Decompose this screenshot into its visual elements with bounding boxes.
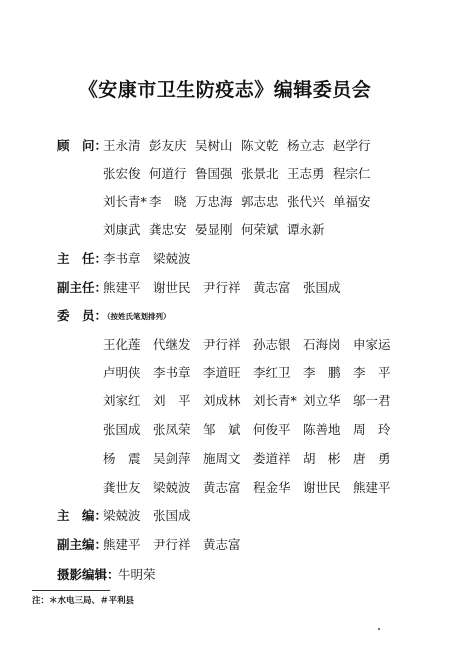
member-name: 梁兢波 <box>153 480 191 495</box>
advisor-name: 晏显刚 <box>195 222 233 237</box>
member-name: 刘成林 <box>203 393 241 408</box>
member-name: 周 玲 <box>353 422 391 437</box>
member-name: 李红卫 <box>253 365 291 380</box>
member-name: 李 平 <box>353 365 391 380</box>
member-name: 李书章 <box>153 365 191 380</box>
deputy-director-names <box>103 278 353 296</box>
members-label: 委 员： <box>57 308 108 323</box>
members-row <box>103 478 403 496</box>
member-name: 邹 斌 <box>203 422 241 437</box>
member-name: 熊建平 <box>353 480 391 495</box>
advisor-name: 刘长青* <box>103 194 147 209</box>
member-name: 刘长青* <box>253 393 297 408</box>
advisor-name: 龚忠安 <box>149 222 187 237</box>
member-name: 娄道祥 <box>253 451 291 466</box>
member-name: 申家运 <box>353 337 391 352</box>
director-names <box>103 249 203 267</box>
advisors-row <box>103 220 333 238</box>
advisor-name: 陈文乾 <box>241 138 279 153</box>
members-order-note: （按姓氏笔划排列） <box>103 312 171 321</box>
member-name: 施周文 <box>203 451 241 466</box>
member-name: 卢明侠 <box>103 365 141 380</box>
advisors-label: 顾 问： <box>57 138 108 153</box>
advisor-name: 单福安 <box>333 194 371 209</box>
deputy-editor-label: 副主编： <box>57 537 108 552</box>
member-name: 尹行祥 <box>203 337 241 352</box>
advisor-name: 鲁国强 <box>195 166 233 181</box>
member-name: 石海岗 <box>303 337 341 352</box>
deputy-director-name: 谢世民 <box>153 280 191 295</box>
advisor-name: 何道行 <box>149 166 187 181</box>
member-name: 吴剑萍 <box>153 451 191 466</box>
chief-editor-label: 主 编： <box>57 508 108 523</box>
photo-editor-label: 摄影编辑： <box>57 567 120 582</box>
deputy-editor-name: 黄志富 <box>203 537 241 552</box>
advisors-row <box>103 164 379 182</box>
advisors-row <box>103 192 379 210</box>
member-name: 杨 震 <box>103 451 141 466</box>
member-name: 刘家红 <box>103 393 141 408</box>
deputy-editor-name: 尹行祥 <box>153 537 191 552</box>
advisor-name: 李 晓 <box>149 194 187 209</box>
member-name: 程金华 <box>253 480 291 495</box>
members-row <box>103 363 403 381</box>
advisors-row <box>103 136 379 154</box>
deputy-director-name: 黄志富 <box>253 280 291 295</box>
footnote-divider <box>32 590 110 591</box>
member-name: 陈善地 <box>303 422 341 437</box>
director-label: 主 任： <box>57 251 108 266</box>
member-name: 孙志银 <box>253 337 291 352</box>
member-name: 李道旺 <box>203 365 241 380</box>
director-name: 梁兢波 <box>153 251 191 266</box>
advisor-name: 张景北 <box>241 166 279 181</box>
member-name: 李 鹏 <box>303 365 341 380</box>
deputy-director-label: 副主任： <box>57 280 108 295</box>
advisor-name: 吴树山 <box>195 138 233 153</box>
photo-editor-names <box>118 565 168 583</box>
member-name: 龚世友 <box>103 480 141 495</box>
members-row <box>103 335 403 353</box>
footnote: 注：＊水电三局、＃平利县 <box>32 596 135 606</box>
advisor-name: 刘康武 <box>103 222 141 237</box>
members-row <box>103 420 403 438</box>
deputy-editor-names <box>103 535 253 553</box>
member-name: 谢世民 <box>303 480 341 495</box>
member-name: 邬一君 <box>353 393 391 408</box>
advisor-name: 王永清 <box>103 138 141 153</box>
member-name: 代继发 <box>153 337 191 352</box>
advisor-name: 郭志忠 <box>241 194 279 209</box>
member-name: 张国成 <box>103 422 141 437</box>
chief-editor-names <box>103 506 203 524</box>
director-name: 李书章 <box>103 251 141 266</box>
chief-editor-name: 梁兢波 <box>103 508 141 523</box>
advisor-name: 张代兴 <box>287 194 325 209</box>
member-name: 何俊平 <box>253 422 291 437</box>
advisor-name: 杨立志 <box>287 138 325 153</box>
member-name: 王化莲 <box>103 337 141 352</box>
advisor-name: 万忠海 <box>195 194 233 209</box>
member-name: 胡 彬 <box>303 451 341 466</box>
deputy-director-name: 熊建平 <box>103 280 141 295</box>
advisor-name: 张宏俊 <box>103 166 141 181</box>
chief-editor-name: 张国成 <box>153 508 191 523</box>
member-name: 黄志富 <box>203 480 241 495</box>
members-row <box>103 391 403 409</box>
scan-speck <box>378 628 380 630</box>
deputy-director-name: 张国成 <box>303 280 341 295</box>
advisor-name: 王志勇 <box>287 166 325 181</box>
member-name: 刘 平 <box>153 393 191 408</box>
advisor-name: 谭永新 <box>287 222 325 237</box>
deputy-editor-name: 熊建平 <box>103 537 141 552</box>
advisor-name: 何荣斌 <box>241 222 279 237</box>
member-name: 张凤荣 <box>153 422 191 437</box>
advisor-name: 彭友庆 <box>149 138 187 153</box>
page-title: 《安康市卫生防疫志》编辑委员会 <box>78 79 372 101</box>
deputy-director-name: 尹行祥 <box>203 280 241 295</box>
advisor-name: 程宗仁 <box>333 166 371 181</box>
advisor-name: 赵学行 <box>333 138 371 153</box>
members-row <box>103 449 403 467</box>
member-name: 唐 勇 <box>353 451 391 466</box>
member-name: 刘立华 <box>303 393 341 408</box>
photo-editor-name: 牛明荣 <box>118 567 156 582</box>
